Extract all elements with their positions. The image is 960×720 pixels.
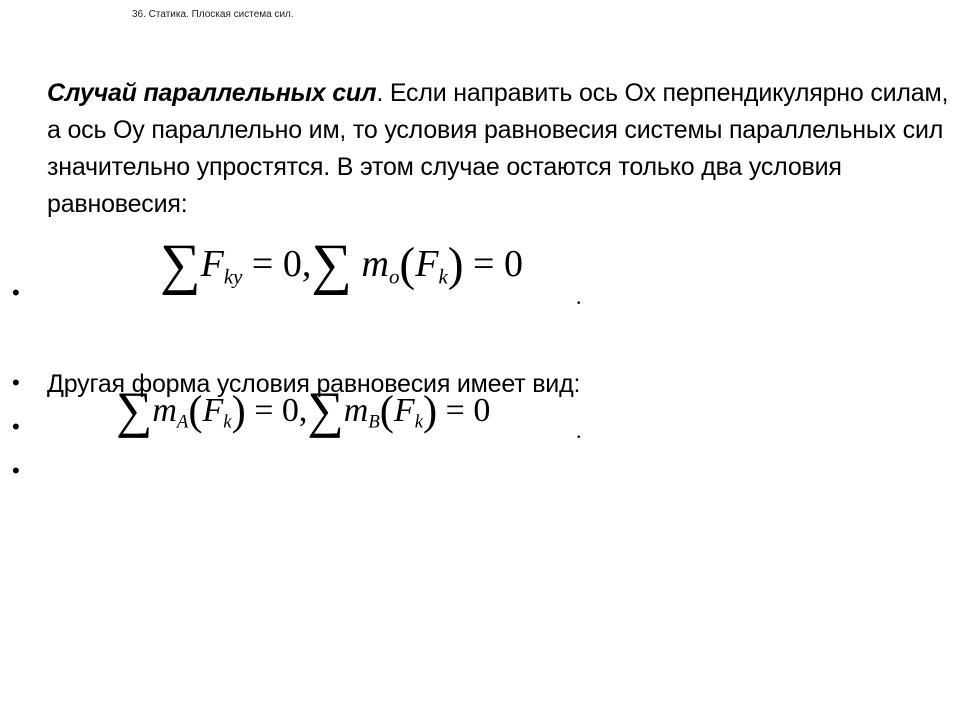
sum-symbol: ∑ [116, 383, 153, 439]
equals-zero: = 0, [251, 243, 312, 286]
subscript-B: B [368, 411, 380, 433]
moment-symbol: m [152, 391, 177, 429]
bullet-3: • [12, 414, 20, 439]
subscript-k: k [438, 264, 448, 289]
formula-1-period: . [576, 284, 582, 309]
right-paren: ) [447, 238, 464, 291]
bullet-2: • [12, 370, 20, 395]
paragraph-body: . Если направить ось Ох перпендикулярно силам, а ось Оу параллельно им, то условия равновесия системы параллельных сил значительно упростятся. В этом случае остаются только два условия равновесия: [47, 79, 949, 218]
moment-symbol: m [343, 391, 369, 429]
left-paren: ( [399, 238, 416, 291]
right-paren: ) [231, 387, 246, 435]
alternate-form-text: Другая форма условия равновесия имеет вид: [47, 370, 581, 398]
main-paragraph [47, 75, 952, 223]
subscript-k: k [414, 411, 423, 433]
equilibrium-formula-1 [160, 232, 523, 297]
bullet-4: • [12, 458, 20, 483]
equals-zero-end: = 0 [445, 391, 491, 429]
equals-zero-end: = 0 [473, 243, 523, 286]
moment-symbol: m [361, 243, 389, 286]
force-symbol: F [200, 243, 224, 286]
force-symbol: F [202, 391, 224, 429]
equilibrium-formula-2 [116, 382, 490, 440]
right-paren: ) [423, 387, 438, 435]
bullet-1: • [12, 280, 20, 305]
subscript-ky: ky [223, 264, 243, 289]
equals-zero: = 0, [254, 391, 308, 429]
subscript-o: o [388, 264, 400, 289]
formula-2-period: . [576, 418, 582, 443]
subscript-k: k [223, 411, 232, 433]
slide-header: 36. Статика. Плоская система сил. [132, 9, 294, 20]
force-symbol: F [393, 391, 415, 429]
paragraph-lead: Случай параллельных сил [47, 79, 377, 107]
sum-symbol: ∑ [307, 383, 344, 439]
sum-symbol: ∑ [311, 233, 352, 296]
force-symbol: F [415, 243, 439, 286]
subscript-A: A [176, 411, 189, 433]
sum-symbol: ∑ [160, 233, 201, 296]
left-paren: ( [379, 387, 394, 435]
left-paren: ( [188, 387, 203, 435]
